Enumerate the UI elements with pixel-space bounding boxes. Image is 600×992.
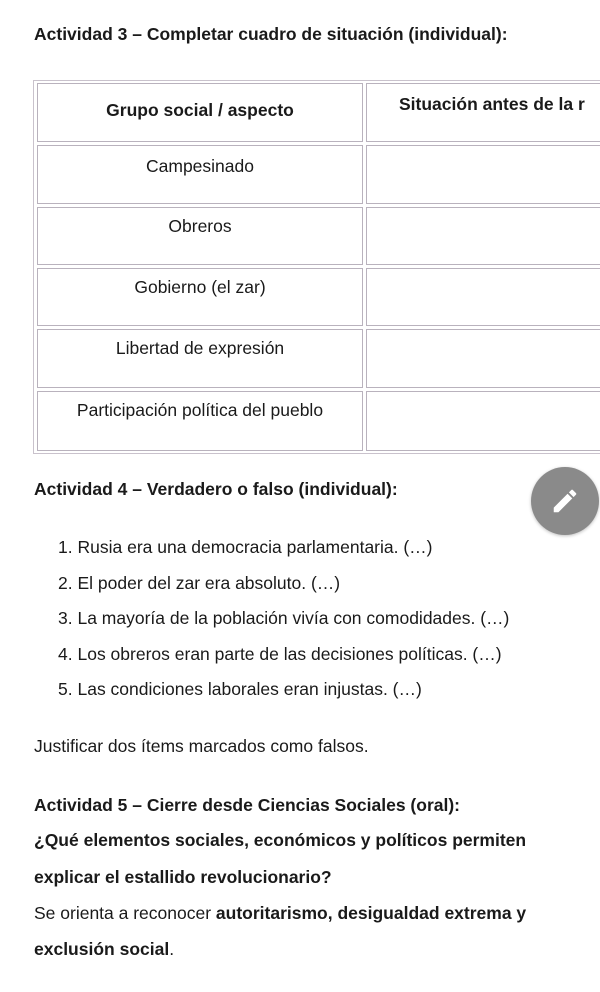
table-row-label: Gobierno (el zar) [134, 277, 266, 297]
list-item [58, 643, 509, 679]
table-header-group: Grupo social / aspecto [106, 100, 294, 120]
table-header-situation: Situación antes de la r [399, 94, 585, 114]
activity5-heading: Actividad 5 – Cierre desde Ciencias Sociales (oral): [34, 795, 461, 815]
list-item [58, 607, 509, 643]
table-row-label: Participación política del pueblo [76, 400, 324, 420]
list-item-number: 4. [58, 643, 73, 664]
table-empty-cell[interactable] [366, 207, 600, 265]
list-item-number: 3. [58, 608, 73, 628]
orientation-suffix: . [169, 939, 175, 959]
table-row-label-cell [37, 207, 363, 265]
question-line-1: ¿Qué elementos sociales, económicos y políticos permiten [34, 830, 527, 850]
list-item [58, 572, 509, 608]
table-row-label-cell [37, 145, 363, 204]
table-row-label: Libertad de expresión [115, 338, 285, 358]
list-item [58, 678, 509, 714]
list-item-text: Rusia era una democracia parlamentaria. (…) [77, 537, 433, 557]
list-item-text: El poder del zar era absoluto. (…) [77, 572, 341, 593]
activity4-heading: Actividad 4 – Verdadero o falso (individual): [34, 479, 398, 499]
justify-instruction: Justificar dos ítems marcados como falsos. [34, 736, 369, 756]
table-row-label-cell [37, 329, 363, 388]
list-item [58, 536, 509, 572]
situation-table [33, 80, 600, 454]
orientation-line-1 [34, 902, 526, 924]
table-row-label-cell [37, 391, 363, 451]
table-row-label-cell [37, 268, 363, 326]
list-item-number: 2. [58, 572, 73, 593]
table-empty-cell[interactable] [366, 268, 600, 326]
table-row-label: Campesinado [146, 156, 254, 176]
table-empty-cell[interactable] [366, 145, 600, 204]
question-line-2: explicar el estallido revolucionario? [34, 867, 332, 887]
list-item-text: Los obreros eran parte de las decisiones políticas. (…) [77, 643, 502, 664]
activity3-heading: Actividad 3 – Completar cuadro de situación (individual): [34, 24, 508, 44]
table-empty-cell[interactable] [366, 391, 600, 451]
list-item-number: 1. [58, 537, 73, 557]
orientation-bold-2: exclusión social [34, 939, 170, 959]
table-header-cell [37, 83, 363, 142]
pencil-icon [550, 486, 580, 516]
edit-button[interactable] [531, 467, 599, 535]
list-item-text: Las condiciones laborales eran injustas. (…) [77, 679, 422, 699]
table-row-label: Obreros [168, 216, 232, 236]
orientation-bold-1: autoritarismo, desigualdad extrema y [215, 903, 527, 923]
list-item-text: La mayoría de la población vivía con comodidades. (…) [77, 608, 510, 628]
table-empty-cell[interactable] [366, 329, 600, 388]
table-header-cell [366, 83, 600, 142]
orientation-prefix: Se orienta a reconocer [34, 903, 216, 923]
orientation-line-2 [34, 938, 174, 960]
list-item-number: 5. [58, 679, 73, 699]
true-false-list [58, 536, 509, 714]
